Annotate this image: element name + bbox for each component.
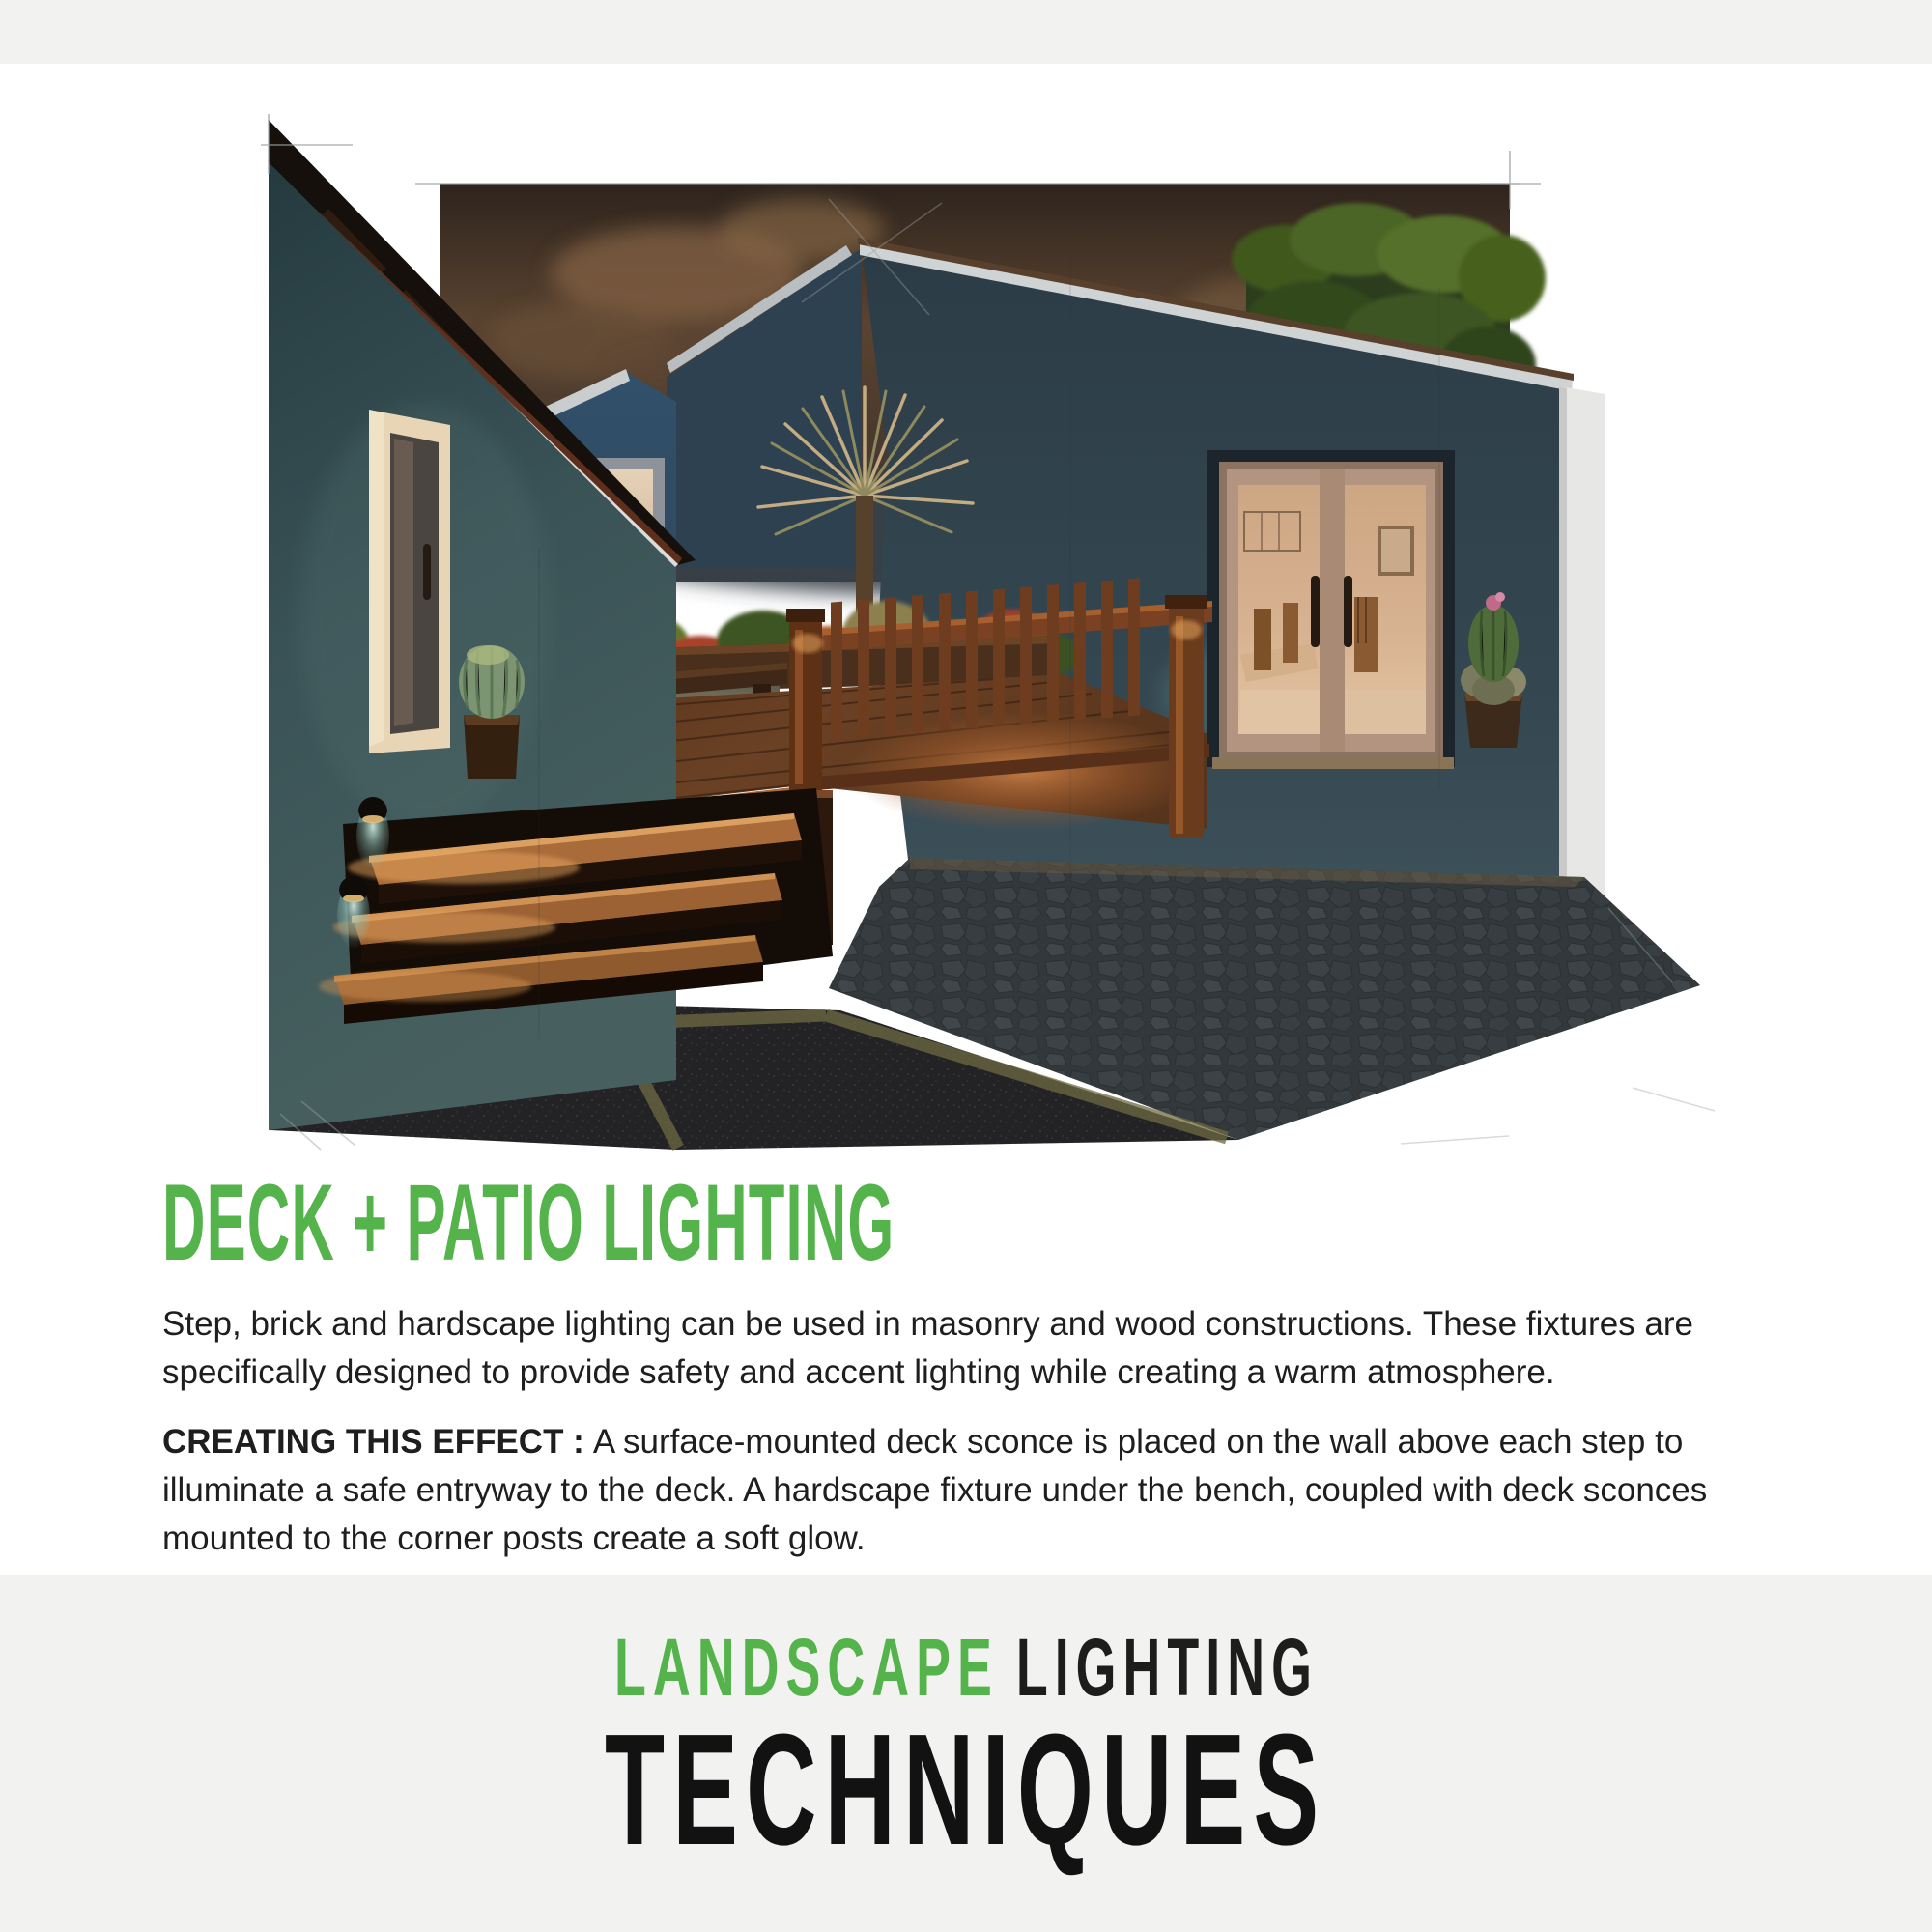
step-sconce-lower [337, 876, 370, 949]
side-panel [1559, 386, 1605, 902]
brand-primary: LANDSCAPE [613, 1622, 999, 1713]
brand-title-text: TECHNIQUES [605, 1701, 1327, 1878]
railing-post-right [1165, 595, 1208, 838]
deck-steps [319, 788, 833, 1024]
description-section [162, 1162, 1804, 1563]
railing-post-left [786, 609, 825, 790]
effect-paragraph [162, 1418, 1804, 1563]
step-sconce-upper [356, 797, 389, 869]
top-margin-band [0, 0, 1932, 64]
section-title [162, 1162, 1804, 1283]
brand-secondary: LIGHTING [1015, 1622, 1319, 1713]
french-doors [1208, 450, 1455, 769]
deck-patio-rendering [261, 114, 1719, 1152]
effect-text: A surface-mounted deck sconce is placed on the wall above each step to illuminate a safe entryway to the deck. A hardscape fixture under the bench, coupled with deck sconces mounted to the corner posts create a soft glow. [162, 1423, 1708, 1557]
brand-title [0, 1701, 1932, 1878]
intro-paragraph: Step, brick and hardscape lighting can be used in masonry and wood constructions. These fixtures are specifically designed to provide safety and accent lighting while creating a warm atmosphere. [162, 1305, 1693, 1391]
section-title-text: DECK + PATIO LIGHTING [162, 1162, 895, 1283]
entry-door [369, 410, 450, 753]
night-deck-illustration [261, 114, 1719, 1152]
effect-label: CREATING THIS EFFECT : [162, 1423, 584, 1461]
